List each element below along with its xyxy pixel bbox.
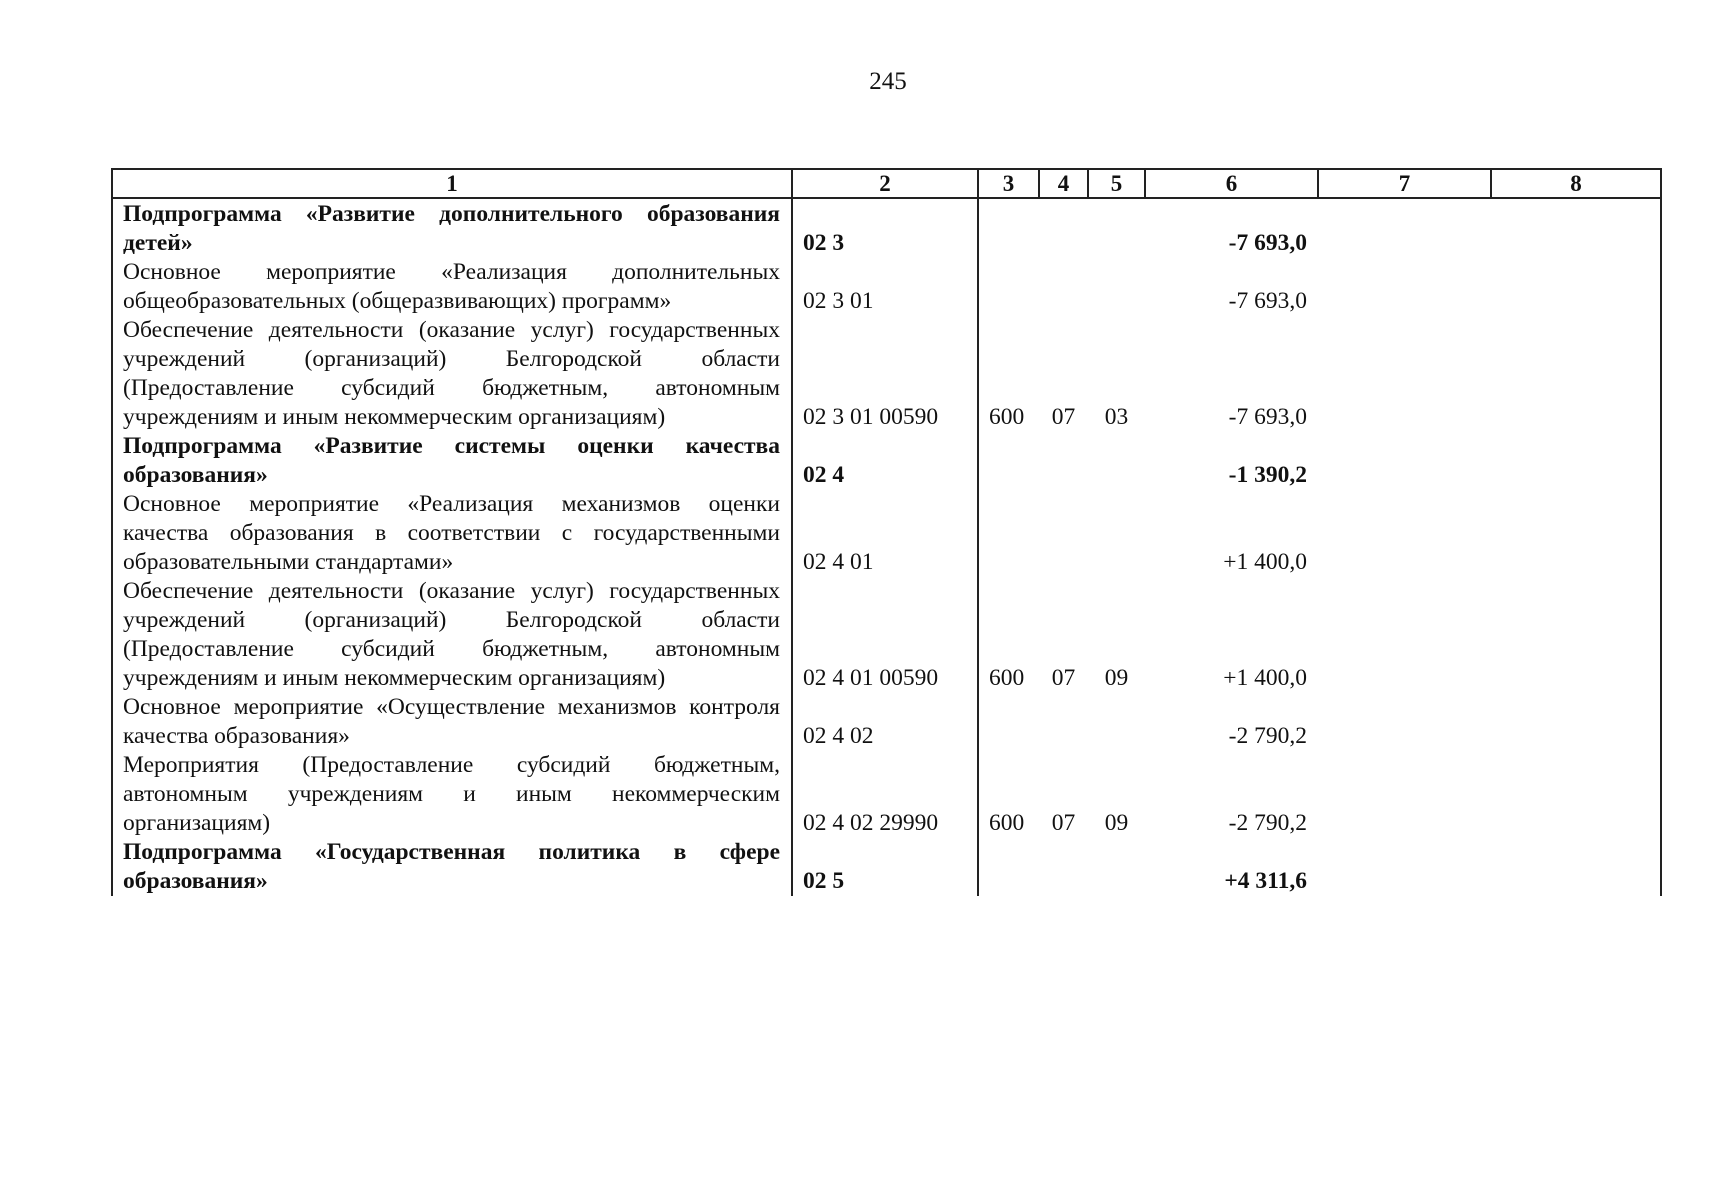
row-name: Основное мероприятие «Реализация дополнительных общеобразовательных (общеразвивающих) программ» [112, 258, 792, 316]
row-vr [978, 198, 1039, 258]
table-row [112, 751, 1661, 838]
row-col-7 [1318, 316, 1491, 432]
row-pr [1088, 198, 1145, 258]
row-sum: -2 790,2 [1228, 810, 1307, 836]
row-col-7 [1318, 577, 1491, 693]
row-col-7 [1318, 838, 1491, 896]
row-pr [1088, 432, 1145, 490]
header-col-7: 7 [1318, 169, 1491, 198]
row-vr: 600 [978, 316, 1039, 432]
row-rz [1039, 258, 1088, 316]
header-col-2: 2 [792, 169, 978, 198]
row-col-8 [1491, 693, 1661, 751]
row-name: Подпрограмма «Развитие системы оценки качества образования» [112, 432, 792, 490]
row-sum: -1 390,2 [1228, 462, 1307, 488]
row-col-8 [1491, 838, 1661, 896]
table-row [112, 490, 1661, 577]
row-col-7 [1318, 751, 1491, 838]
row-rz [1039, 198, 1088, 258]
row-vr [978, 432, 1039, 490]
row-code: 02 3 01 [792, 258, 978, 316]
row-code: 02 4 [792, 432, 978, 490]
row-code: 02 4 02 [792, 693, 978, 751]
header-row [112, 169, 1661, 198]
table-row [112, 258, 1661, 316]
header-col-6: 6 [1145, 169, 1318, 198]
row-rz: 07 [1051, 404, 1076, 430]
row-sum: -2 790,2 [1228, 723, 1307, 749]
row-pr [1088, 693, 1145, 751]
row-vr: 600 [978, 577, 1039, 693]
row-rz [1039, 693, 1088, 751]
row-sum: -7 693,0 [1228, 288, 1307, 314]
row-col-8 [1491, 490, 1661, 577]
row-name: Обеспечение деятельности (оказание услуг) государственных учреждений (организаций) Белгородской области (Предоставление субсидий бюджетным, автономным учреждениям и иным некоммерческим организациям) [112, 316, 792, 432]
row-rz: 07 [1051, 665, 1076, 691]
header-col-5: 5 [1088, 169, 1145, 198]
header-col-8: 8 [1491, 169, 1661, 198]
page-number: 245 [869, 68, 907, 95]
row-name: Основное мероприятие «Реализация механизмов оценки качества образования в соответствии с государственными образовательными стандартами» [112, 490, 792, 577]
row-pr: 09 [1104, 665, 1129, 691]
row-code: 02 3 01 00590 [792, 316, 978, 432]
row-code: 02 4 01 [792, 490, 978, 577]
row-rz [1039, 432, 1088, 490]
row-col-8 [1491, 432, 1661, 490]
row-col-7 [1318, 198, 1491, 258]
row-col-7 [1318, 432, 1491, 490]
row-rz [1039, 490, 1088, 577]
row-code: 02 5 [792, 838, 978, 896]
row-vr [978, 258, 1039, 316]
row-sum: +1 400,0 [1223, 665, 1307, 691]
header-col-1: 1 [112, 169, 792, 198]
table-row [112, 577, 1661, 693]
row-vr [978, 838, 1039, 896]
row-pr: 09 [1104, 810, 1129, 836]
header-col-3: 3 [978, 169, 1039, 198]
table-header [112, 169, 1661, 198]
row-sum: +1 400,0 [1223, 549, 1307, 575]
table-body [112, 198, 1661, 896]
budget-table [111, 168, 1662, 896]
row-sum: -7 693,0 [1228, 230, 1307, 256]
row-name: Мероприятия (Предоставление субсидий бюджетным, автономным учреждениям и иным некоммерческим организациям) [112, 751, 792, 838]
row-col-7 [1318, 258, 1491, 316]
row-rz: 07 [1051, 810, 1076, 836]
row-pr [1088, 258, 1145, 316]
table-row [112, 693, 1661, 751]
row-name: Обеспечение деятельности (оказание услуг) государственных учреждений (организаций) Белгородской области (Предоставление субсидий бюджетным, автономным учреждениям и иным некоммерческим организациям) [112, 577, 792, 693]
row-col-8 [1491, 577, 1661, 693]
table-row [112, 198, 1661, 258]
row-pr: 03 [1104, 404, 1129, 430]
row-col-8 [1491, 198, 1661, 258]
row-sum: +4 311,6 [1224, 868, 1307, 894]
table-row [112, 432, 1661, 490]
row-col-8 [1491, 751, 1661, 838]
row-col-7 [1318, 693, 1491, 751]
row-vr: 600 [978, 751, 1039, 838]
header-col-4: 4 [1039, 169, 1088, 198]
row-col-8 [1491, 258, 1661, 316]
row-pr [1088, 838, 1145, 896]
row-name: Подпрограмма «Государственная политика в сфере образования» [112, 838, 792, 896]
table-row [112, 838, 1661, 896]
row-col-7 [1318, 490, 1491, 577]
row-col-8 [1491, 316, 1661, 432]
row-code: 02 4 02 29990 [792, 751, 978, 838]
row-vr [978, 490, 1039, 577]
table-row [112, 316, 1661, 432]
row-rz [1039, 838, 1088, 896]
row-name: Подпрограмма «Развитие дополнительного образования детей» [112, 198, 792, 258]
row-vr [978, 693, 1039, 751]
row-sum: -7 693,0 [1228, 404, 1307, 430]
row-code: 02 4 01 00590 [792, 577, 978, 693]
row-pr [1088, 490, 1145, 577]
row-code: 02 3 [792, 198, 978, 258]
row-name: Основное мероприятие «Осуществление механизмов контроля качества образования» [112, 693, 792, 751]
